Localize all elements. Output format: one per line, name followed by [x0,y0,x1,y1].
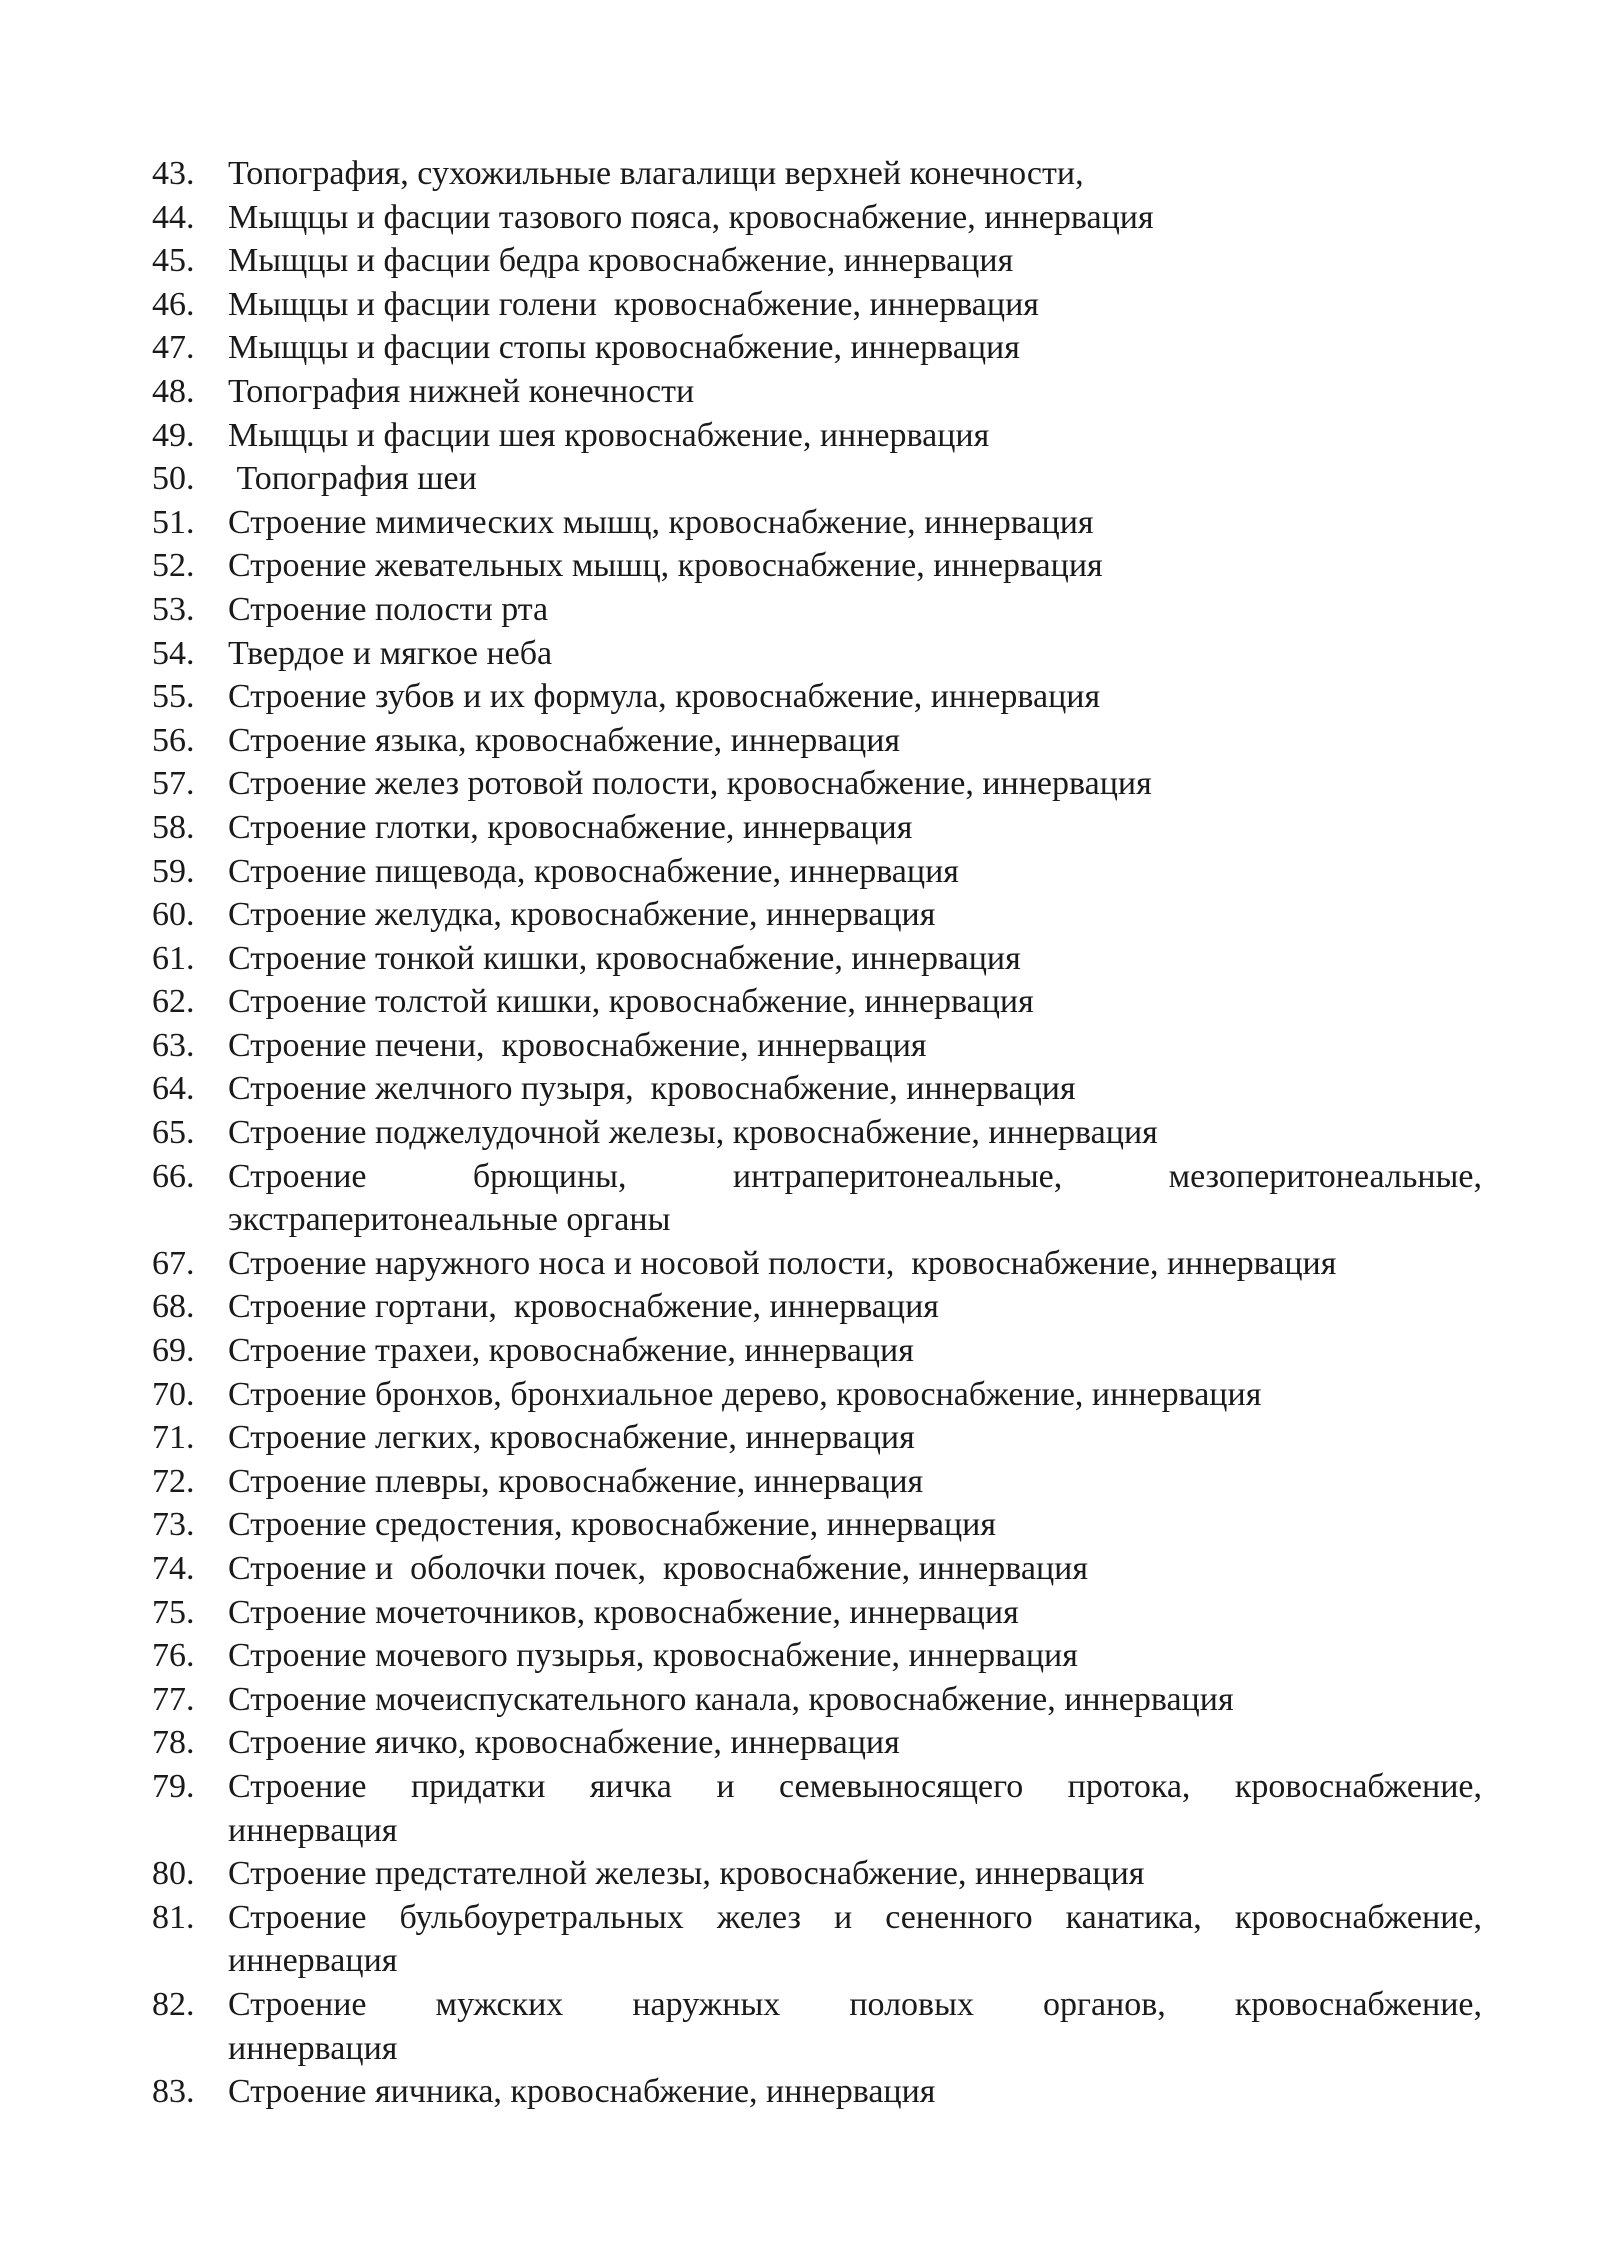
item-text-line: Строение пищевода, кровоснабжение, иннервация [228,852,959,890]
item-number: 47. [152,329,195,367]
item-number: 80. [152,1855,195,1893]
item-text [228,762,1482,806]
item-number: 44. [152,198,195,236]
item-number: 79. [152,1767,195,1805]
item-text [228,2070,1482,2114]
item-number: 62. [152,983,195,1021]
list-item [152,937,1482,981]
item-number: 76. [152,1637,195,1675]
item-text [228,1329,1482,1373]
list-item [152,1678,1482,1722]
list-item [152,1373,1482,1417]
item-number: 75. [152,1593,195,1631]
item-text-line: Топография, сухожильные влагалищи верхней конечности, [228,155,1084,192]
item-text [228,1591,1482,1635]
item-number: 57. [152,765,195,803]
item-text [228,1634,1482,1678]
item-text-line: Строение мочеточников, кровоснабжение, иннервация [228,1593,1019,1631]
list-item [152,893,1482,937]
list-item [152,501,1482,545]
list-item [152,1503,1482,1547]
item-number: 70. [152,1375,195,1413]
item-text [228,1285,1482,1329]
item-text-line: Строение желез ротовой полости, кровоснабжение, иннервация [228,765,1152,803]
list-item [152,1067,1482,1111]
item-text [228,1111,1482,1155]
item-text-line: Строение яичко, кровоснабжение, иннервация [228,1724,900,1762]
list-item [152,762,1482,806]
item-text-line: Строение полости рта [228,590,549,628]
item-text-line: Строение и оболочки почек, кровоснабжение, иннервация [228,1550,1088,1587]
list-item [152,1242,1482,1286]
item-text [228,1416,1482,1460]
item-text [228,1067,1482,1111]
item-number: 58. [152,808,195,846]
item-number: 77. [152,1680,195,1718]
item-text [228,1678,1482,1722]
item-text [228,1024,1482,1068]
item-text-line: Строение печени, кровоснабжение, иннервация [228,1026,927,1064]
list-item [152,1591,1482,1635]
item-number: 64. [152,1070,195,1108]
item-number: 43. [152,155,195,192]
item-number: 59. [152,852,195,890]
item-number: 50. [152,460,195,498]
item-text-line: Строение брющины, интраперитонеальные, мезоперитонеальные, [228,1157,1482,1195]
list-item [152,2070,1482,2114]
item-number: 78. [152,1724,195,1762]
item-text-line: Строение средостения, кровоснабжение, иннервация [228,1506,996,1544]
item-text-line: Строение зубов и их формула, кровоснабжение, иннервация [228,678,1101,716]
item-text [228,1721,1482,1765]
list-item [152,1634,1482,1678]
list-item [152,196,1482,240]
item-text [228,1460,1482,1504]
item-number: 46. [152,285,195,323]
list-item [152,632,1482,676]
item-text [228,1242,1482,1286]
item-text-line: Строение глотки, кровоснабжение, иннервация [228,808,913,846]
item-text-line: Строение придатки яичка и семевыносящего протока, кровоснабжение, [228,1767,1482,1805]
item-number: 60. [152,896,195,934]
item-text-line: Строение бронхов, бронхиальное дерево, кровоснабжение, иннервация [228,1375,1262,1413]
item-number: 66. [152,1157,195,1195]
item-text-line: иннервация [228,1811,398,1849]
item-text [228,980,1482,1024]
list-item [152,1111,1482,1155]
list-item [152,1721,1482,1765]
item-text-line: Строение гортани, кровоснабжение, иннервация [228,1288,939,1326]
item-text [228,937,1482,981]
item-text [228,239,1482,283]
item-text-line: иннервация [228,2029,398,2067]
item-text-line: Мыщцы и фасции тазового пояса, кровоснабжение, иннервация [228,198,1154,236]
item-text-line: Твердое и мягкое неба [228,634,553,672]
item-text [228,1852,1482,1896]
item-text [228,501,1482,545]
item-text [228,1155,1482,1242]
item-text [228,326,1482,370]
item-text-line: Строение плевры, кровоснабжение, иннервация [228,1462,924,1500]
item-number: 81. [152,1898,195,1936]
item-text-line: Строение мочевого пузырья, кровоснабжение, иннервация [228,1637,1078,1675]
item-text-line: Строение мужских наружных половых органов, кровоснабжение, [228,1985,1482,2023]
item-text-line: Мыщцы и фасции голени кровоснабжение, иннервация [228,285,1039,323]
item-text-line: Строение трахеи, кровоснабжение, иннервация [228,1332,914,1370]
item-number: 54. [152,634,195,672]
item-number: 52. [152,547,195,585]
item-text [228,414,1482,458]
item-text [228,370,1482,414]
item-number: 65. [152,1114,195,1152]
item-text [228,1765,1482,1852]
item-text-line: Строение желчного пузыря, кровоснабжение, иннервация [228,1070,1076,1108]
item-text-line: Мыщцы и фасции шея кровоснабжение, иннервация [228,416,990,454]
item-number: 74. [152,1550,195,1587]
item-number: 83. [152,2073,195,2111]
item-text-line: Мыщцы и фасции стопы кровоснабжение, иннервация [228,329,1020,367]
list-item [152,1765,1482,1852]
item-number: 67. [152,1244,195,1282]
item-text [228,850,1482,894]
item-text-line: Строение языка, кровоснабжение, иннервация [228,721,901,759]
item-text-line: Топография шеи [228,460,477,498]
item-text-line: Строение предстателной железы, кровоснабжение, иннервация [228,1855,1145,1893]
item-text-line: Строение легких, кровоснабжение, иннервация [228,1419,915,1457]
list-item [152,326,1482,370]
item-number: 68. [152,1288,195,1326]
item-text [228,1983,1482,2070]
list-item [152,719,1482,763]
list-item [152,1983,1482,2070]
item-number: 73. [152,1506,195,1544]
item-text [228,806,1482,850]
item-number: 56. [152,721,195,759]
item-text [228,283,1482,327]
list-item [152,152,1482,196]
list-item [152,370,1482,414]
list-item [152,544,1482,588]
item-text-line: Строение наружного носа и носовой полости, кровоснабжение, иннервация [228,1244,1337,1282]
item-number: 55. [152,678,195,716]
list-item [152,1896,1482,1983]
item-text-line: Строение тонкой кишки, кровоснабжение, иннервация [228,939,1021,977]
list-item [152,1547,1482,1591]
list-item [152,1329,1482,1373]
item-number: 51. [152,503,195,541]
item-text [228,1896,1482,1983]
item-text-line: Строение жевательных мышц, кровоснабжение, иннервация [228,547,1103,585]
item-number: 48. [152,372,195,410]
item-number: 53. [152,590,195,628]
item-number: 63. [152,1026,195,1064]
list-item [152,283,1482,327]
item-text [228,1547,1482,1591]
item-number: 69. [152,1332,195,1370]
item-text [228,544,1482,588]
item-number: 82. [152,1985,195,2023]
list-item [152,1024,1482,1068]
item-number: 45. [152,242,195,280]
list-item [152,1155,1482,1242]
list-item [152,414,1482,458]
item-text [228,457,1482,501]
list-item [152,675,1482,719]
item-number: 71. [152,1419,195,1457]
item-text [228,632,1482,676]
list-item [152,239,1482,283]
list-item [152,588,1482,632]
numbered-question-list [152,152,1482,2114]
item-text-line: Строение поджелудочной железы, кровоснабжение, иннервация [228,1114,1158,1152]
item-text [228,675,1482,719]
item-text [228,719,1482,763]
item-number: 61. [152,939,195,977]
item-text [228,893,1482,937]
item-text [228,152,1482,196]
item-number: 72. [152,1462,195,1500]
list-item [152,457,1482,501]
item-text-line: Строение желудка, кровоснабжение, иннервация [228,896,936,934]
item-text [228,1373,1482,1417]
item-text-line: иннервация [228,1942,398,1980]
item-text-line: Строение яичника, кровоснабжение, иннервация [228,2073,936,2111]
list-item [152,1285,1482,1329]
list-item [152,1460,1482,1504]
list-item [152,850,1482,894]
list-item [152,806,1482,850]
item-text [228,1503,1482,1547]
item-text [228,588,1482,632]
item-text-line: Мыщцы и фасции бедра кровоснабжение, иннервация [228,242,1014,280]
item-text-line: Топография нижней конечности [228,372,695,410]
item-text [228,196,1482,240]
list-item [152,1852,1482,1896]
item-text-line: экстраперитонеальные органы [228,1201,671,1239]
list-item [152,1416,1482,1460]
item-text-line: Строение бульбоуретральных желез и сененного канатика, кровоснабжение, [228,1898,1482,1936]
item-number: 49. [152,416,195,454]
list-item [152,980,1482,1024]
item-text-line: Строение мимических мышц, кровоснабжение, иннервация [228,503,1094,541]
item-text-line: Строение толстой кишки, кровоснабжение, иннервация [228,983,1034,1021]
item-text-line: Строение мочеиспускательного канала, кровоснабжение, иннервация [228,1680,1234,1718]
